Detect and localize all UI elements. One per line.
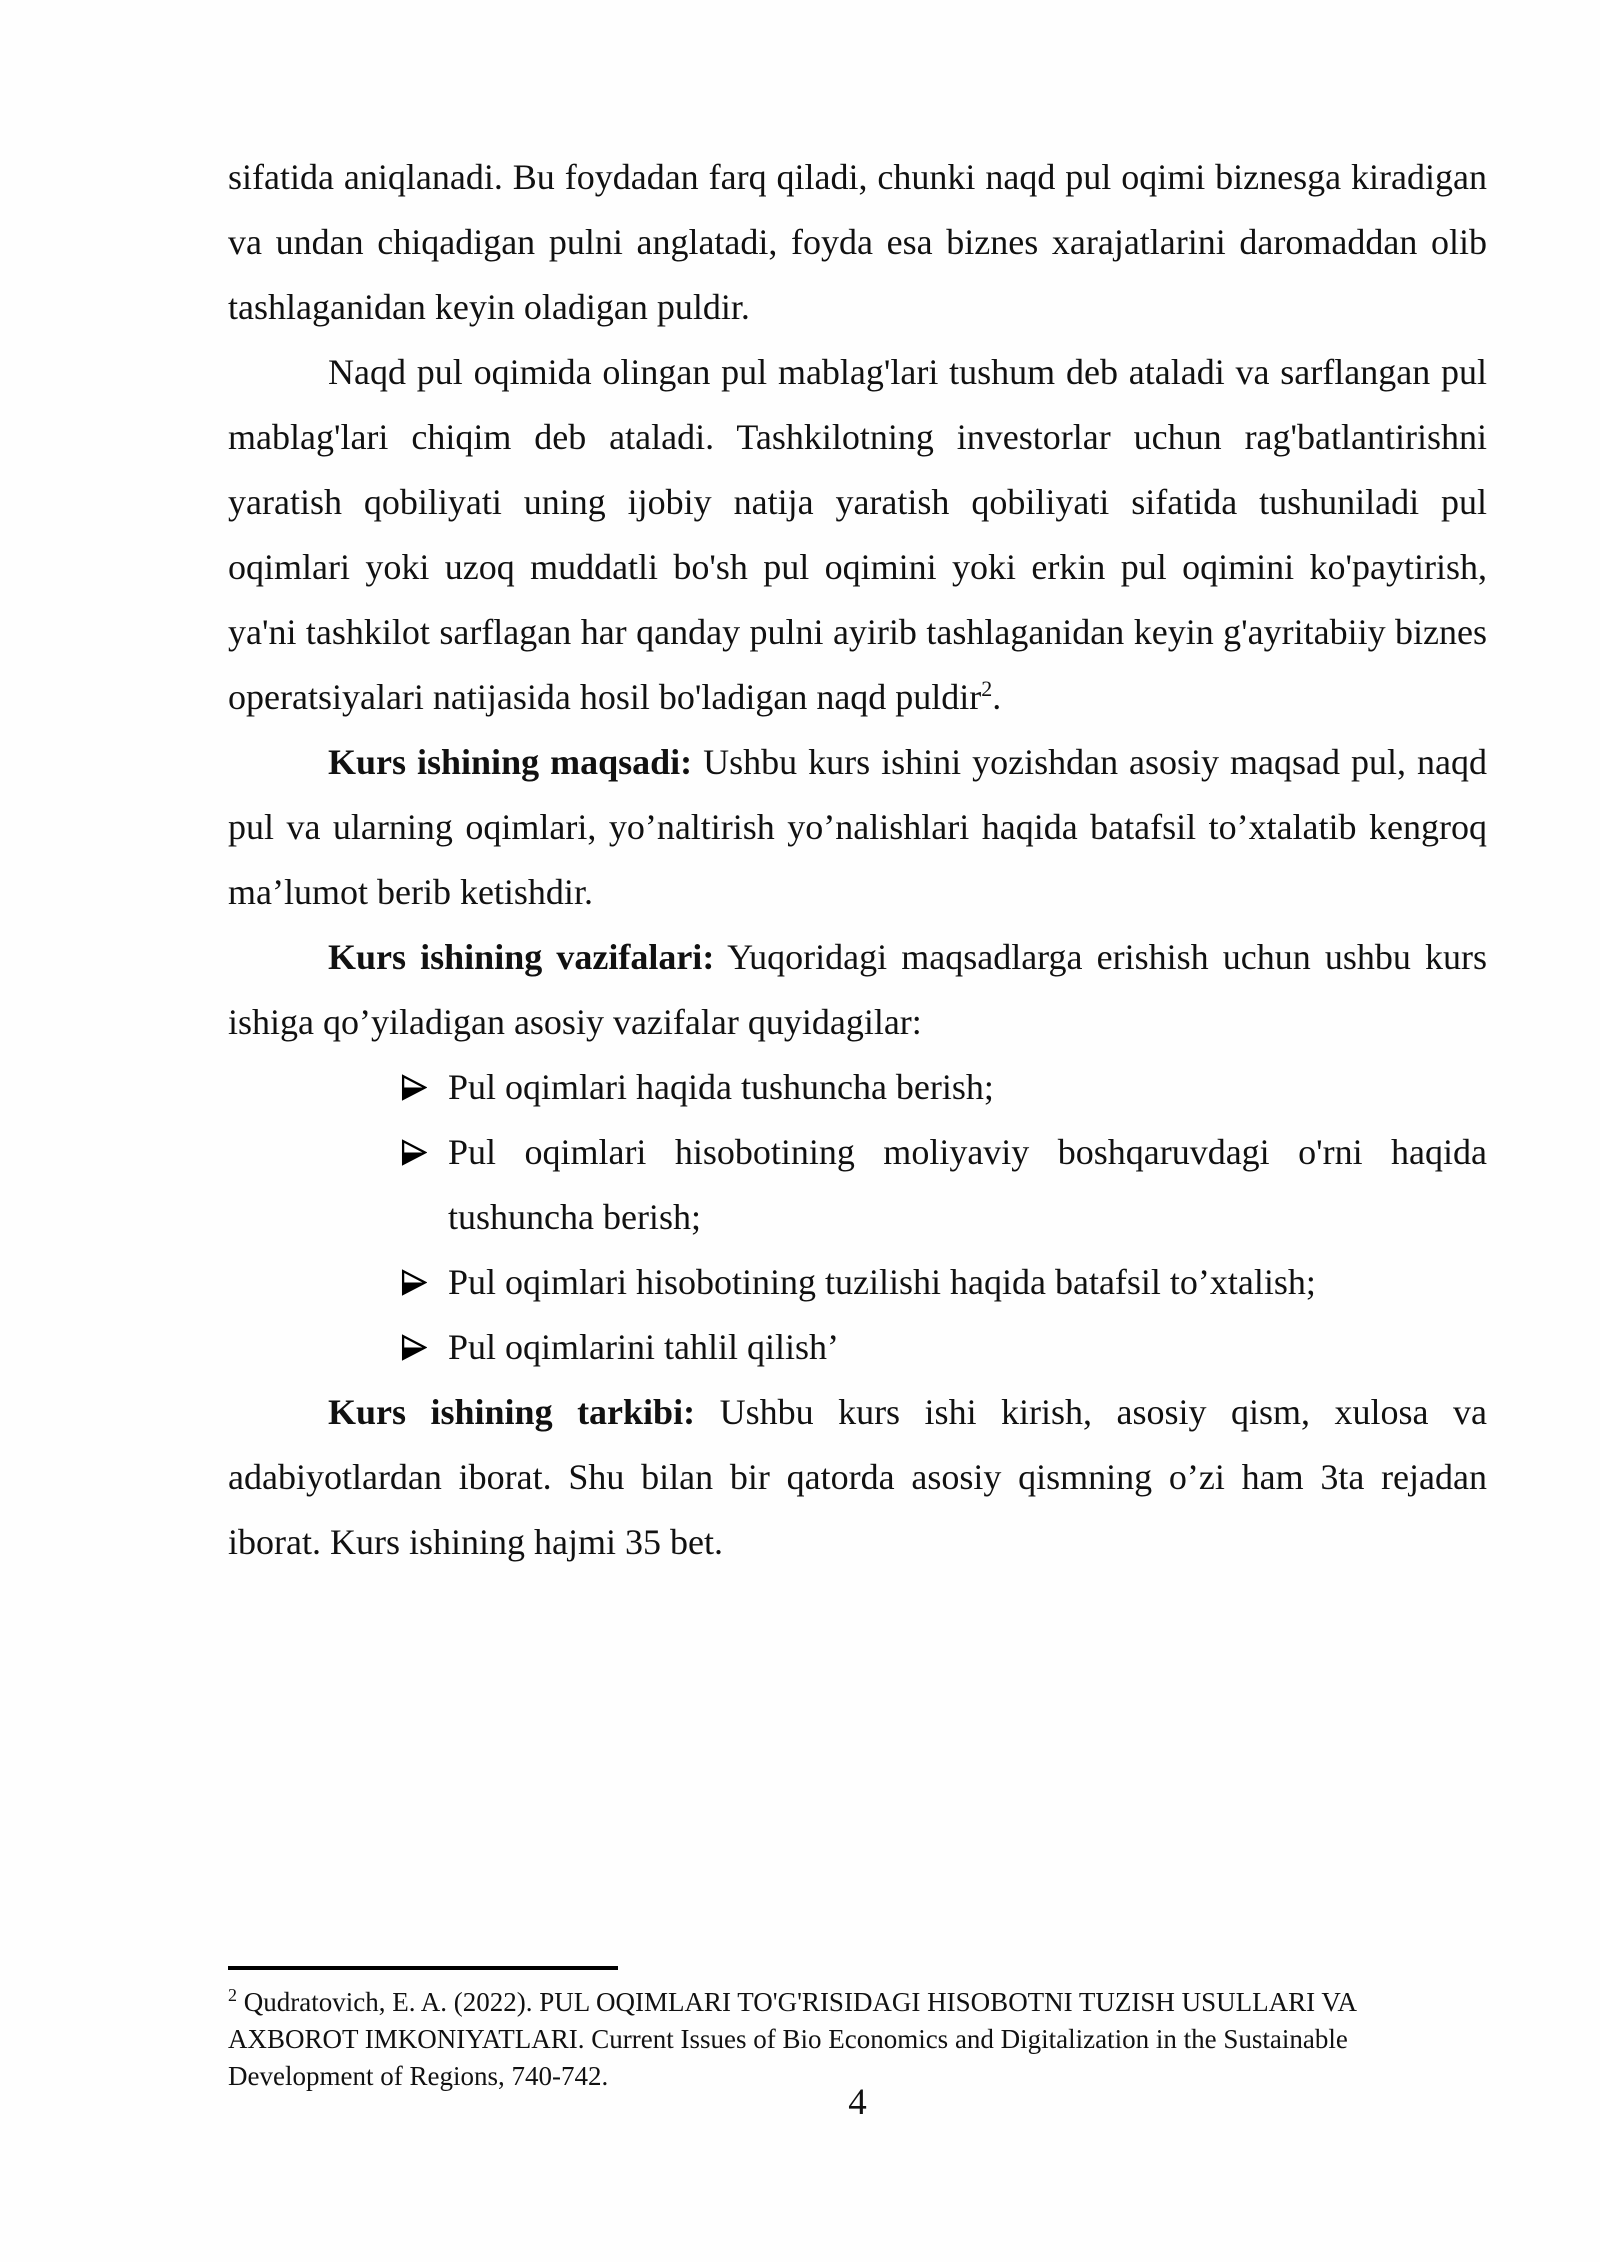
list-item-label: Pul oqimlari haqida tushuncha berish; xyxy=(448,1067,994,1107)
structure-heading: Kurs ishining tarkibi: xyxy=(328,1392,696,1432)
footnote-separator xyxy=(228,1966,618,1970)
list-item xyxy=(228,1120,1487,1250)
goal-text: Ushbu kurs ishini yozishdan asosiy maqsad pul, naqd pul va ularning oqimlari, yo’naltirish yo’nalishlari haqida batafsil to’xtalatib kengroq ma’lumot berib ketishdir. xyxy=(228,742,1487,912)
footnote xyxy=(228,1984,1487,2095)
arrow-bullet-icon xyxy=(400,1139,427,1166)
goal-heading: Kurs ishining maqsadi: xyxy=(328,742,693,782)
page-number: 4 xyxy=(848,2082,867,2123)
paragraph-tasks xyxy=(228,925,1487,1055)
structure-text: Ushbu kurs ishi kirish, asosiy qism, xulosa va adabiyotlardan iborat. Shu bilan bir qatorda asosiy qismning o’zi ham 3ta rejadan iborat. Kurs ishining hajmi 35 bet. xyxy=(228,1392,1487,1562)
footnote-reference: 2 xyxy=(981,676,993,701)
page-body xyxy=(228,145,1487,1575)
paragraph-cash-flow-period: . xyxy=(992,677,1002,717)
tasks-text: Yuqoridagi maqsadlarga erishish uchun ushbu kurs ishiga qo’yiladigan asosiy vazifalar quyidagilar: xyxy=(228,937,1488,1042)
paragraph-cash-flow-text: Naqd pul oqimida olingan pul mablag'lari tushum deb ataladi va sarflangan pul mablag'lari chiqim deb ataladi. Tashkilotning investorlar uchun rag'batlantirishni yaratish qobiliyati uning ijobiy natija yaratish qobiliyati sifatida tushuniladi pul oqimlari yoki uzoq muddatli bo'sh pul oqimini yoki erkin pul oqimini ko'paytirish, ya'ni tashkilot sarflagan har qanday pulni ayirib tashlaganidan keyin g'ayritabiiy biznes operatsiyalari natijasida hosil bo'ladigan naqd puldir xyxy=(228,352,1487,717)
footnote-marker: 2 xyxy=(228,1985,237,2005)
paragraph-structure xyxy=(228,1380,1487,1575)
list-item-label: Pul oqimlari hisobotining tuzilishi haqida batafsil to’xtalish; xyxy=(448,1262,1316,1302)
list-item xyxy=(228,1250,1487,1315)
paragraph-cash-flow xyxy=(228,340,1487,730)
list-item xyxy=(228,1315,1487,1380)
arrow-bullet-icon xyxy=(400,1334,427,1361)
arrow-bullet-icon xyxy=(400,1074,427,1101)
tasks-heading: Kurs ishining vazifalari: xyxy=(328,937,715,977)
list-item-label: Pul oqimlarini tahlil qilish’ xyxy=(448,1327,839,1367)
task-list xyxy=(228,1055,1487,1380)
paragraph-continued: sifatida aniqlanadi. Bu foydadan farq qiladi, chunki naqd pul oqimi biznesga kiradigan va undan chiqadigan pulni anglatadi, foyda esa biznes xarajatlarini daromaddan olib tashlaganidan keyin oladigan puldir. xyxy=(228,157,1487,327)
paragraph-goal xyxy=(228,730,1487,925)
list-item xyxy=(228,1055,1487,1120)
footnote-citation: Qudratovich, E. A. (2022). PUL OQIMLARI TO'G'RISIDAGI HISOBOTNI TUZISH USULLARI VA AXBOROT IMKONIYATLARI. Current Issues of Bio Economics and Digitalization in the Sustainable Development of Regions, 740-742. xyxy=(228,1987,1356,2091)
list-item-label: Pul oqimlari hisobotining moliyaviy boshqaruvdagi o'rni haqida tushuncha berish; xyxy=(448,1132,1487,1237)
footnote-area xyxy=(228,1966,1487,2095)
arrow-bullet-icon xyxy=(400,1269,427,1296)
